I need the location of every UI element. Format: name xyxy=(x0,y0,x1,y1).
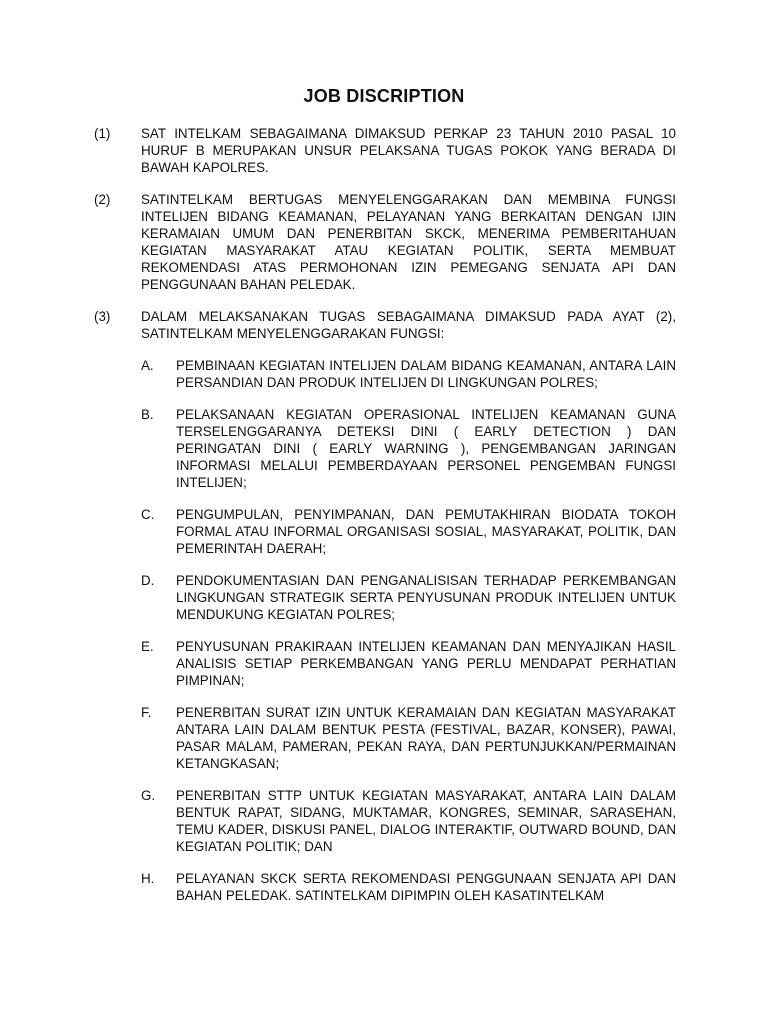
item-text: DALAM MELAKSANAKAN TUGAS SEBAGAIMANA DIMAKSUD PADA AYAT (2), SATINTELKAM MENYELENGGARAKAN FUNGSI: xyxy=(141,309,676,341)
lettered-sublist xyxy=(141,357,676,904)
numbered-list xyxy=(94,125,676,919)
item-text: SATINTELKAM BERTUGAS MENYELENGGARAKAN DAN MEMBINA FUNGSI INTELIJEN BIDANG KEAMANAN, PELAYANAN YANG BERKAITAN DENGAN IJIN KERAMAIAN UMUM DAN PENERBITAN SKCK, MENERIMA PEMBERITAHUAN KEGIATAN MASYARAKAT ATAU KEGIATAN POLITIK, SERTA MEMBUAT REKOMENDASI ATAS PERMOHONAN IZIN PEMEGANG SENJATA API DAN PENGGUNAAN BAHAN PELEDAK. xyxy=(141,192,676,292)
subitem-a xyxy=(141,357,676,391)
list-item-1 xyxy=(94,125,676,176)
subitem-h xyxy=(141,870,676,904)
subitem-letter: D. xyxy=(141,573,155,588)
subitem-letter: G. xyxy=(141,788,156,803)
subitem-text: PENERBITAN SURAT IZIN UNTUK KERAMAIAN DAN KEGIATAN MASYARAKAT ANTARA LAIN DALAM BENTUK PESTA (FESTIVAL, BAZAR, KONSER), PAWAI, PASAR MALAM, PAMERAN, PEKAN RAYA, DAN PERTUNJUKKAN/PERMAINAN KETANGKASAN; xyxy=(176,705,676,771)
subitem-b xyxy=(141,406,676,491)
subitem-text: PELAKSANAAN KEGIATAN OPERASIONAL INTELIJEN KEAMANAN GUNA TERSELENGGARANYA DETEKSI DINI ( EARLY DETECTION ) DAN PERINGATAN DINI ( EARLY WARNING ), PENGEMBANGAN JARINGAN INFORMASI MELALUI PEMBERDAYAAN PERSONEL PENGEMBAN FUNGSI INTELIJEN; xyxy=(176,407,676,490)
item-number: (3) xyxy=(94,309,111,324)
document-title: JOB DISCRIPTION xyxy=(303,86,465,106)
subitem-c xyxy=(141,506,676,557)
list-item-3 xyxy=(94,308,676,904)
subitem-letter: H. xyxy=(141,871,155,886)
subitem-text: PENDOKUMENTASIAN DAN PENGANALISISAN TERHADAP PERKEMBANGAN LINGKUNGAN STRATEGIK SERTA PENYUSUNAN PRODUK INTELIJEN UNTUK MENDUKUNG KEGIATAN POLRES; xyxy=(176,573,676,622)
subitem-text: PEMBINAAN KEGIATAN INTELIJEN DALAM BIDANG KEAMANAN, ANTARA LAIN PERSANDIAN DAN PRODUK INTELIJEN DI LINGKUNGAN POLRES; xyxy=(176,358,676,390)
subitem-text: PELAYANAN SKCK SERTA REKOMENDASI PENGGUNAAN SENJATA API DAN BAHAN PELEDAK. SATINTELKAM DIPIMPIN OLEH KASATINTELKAM xyxy=(176,871,676,903)
subitem-letter: E. xyxy=(141,639,154,654)
subitem-d xyxy=(141,572,676,623)
subitem-g xyxy=(141,787,676,855)
item-number: (1) xyxy=(94,126,111,141)
subitem-e xyxy=(141,638,676,689)
subitem-letter: A. xyxy=(141,358,154,373)
list-item-2 xyxy=(94,191,676,293)
subitem-f xyxy=(141,704,676,772)
subitem-letter: F. xyxy=(141,705,152,720)
subitem-letter: C. xyxy=(141,507,155,522)
item-number: (2) xyxy=(94,192,111,207)
subitem-text: PENERBITAN STTP UNTUK KEGIATAN MASYARAKAT, ANTARA LAIN DALAM BENTUK RAPAT, SIDANG, MUKTAMAR, KONGRES, SEMINAR, SARASEHAN, TEMU KADER, DISKUSI PANEL, DIALOG INTERAKTIF, OUTWARD BOUND, DAN KEGIATAN POLITIK; DAN xyxy=(176,788,676,854)
item-text: SAT INTELKAM SEBAGAIMANA DIMAKSUD PERKAP 23 TAHUN 2010 PASAL 10 HURUF B MERUPAKAN UNSUR PELAKSANA TUGAS POKOK YANG BERADA DI BAWAH KAPOLRES. xyxy=(141,126,676,175)
subitem-letter: B. xyxy=(141,407,154,422)
subitem-text: PENYUSUNAN PRAKIRAAN INTELIJEN KEAMANAN DAN MENYAJIKAN HASIL ANALISIS SETIAP PERKEMBANGAN YANG PERLU MENDAPAT PERHATIAN PIMPINAN; xyxy=(176,639,676,688)
subitem-text: PENGUMPULAN, PENYIMPANAN, DAN PEMUTAKHIRAN BIODATA TOKOH FORMAL ATAU INFORMAL ORGANISASI SOSIAL, MASYARAKAT, POLITIK, DAN PEMERINTAH DAERAH; xyxy=(176,507,676,556)
